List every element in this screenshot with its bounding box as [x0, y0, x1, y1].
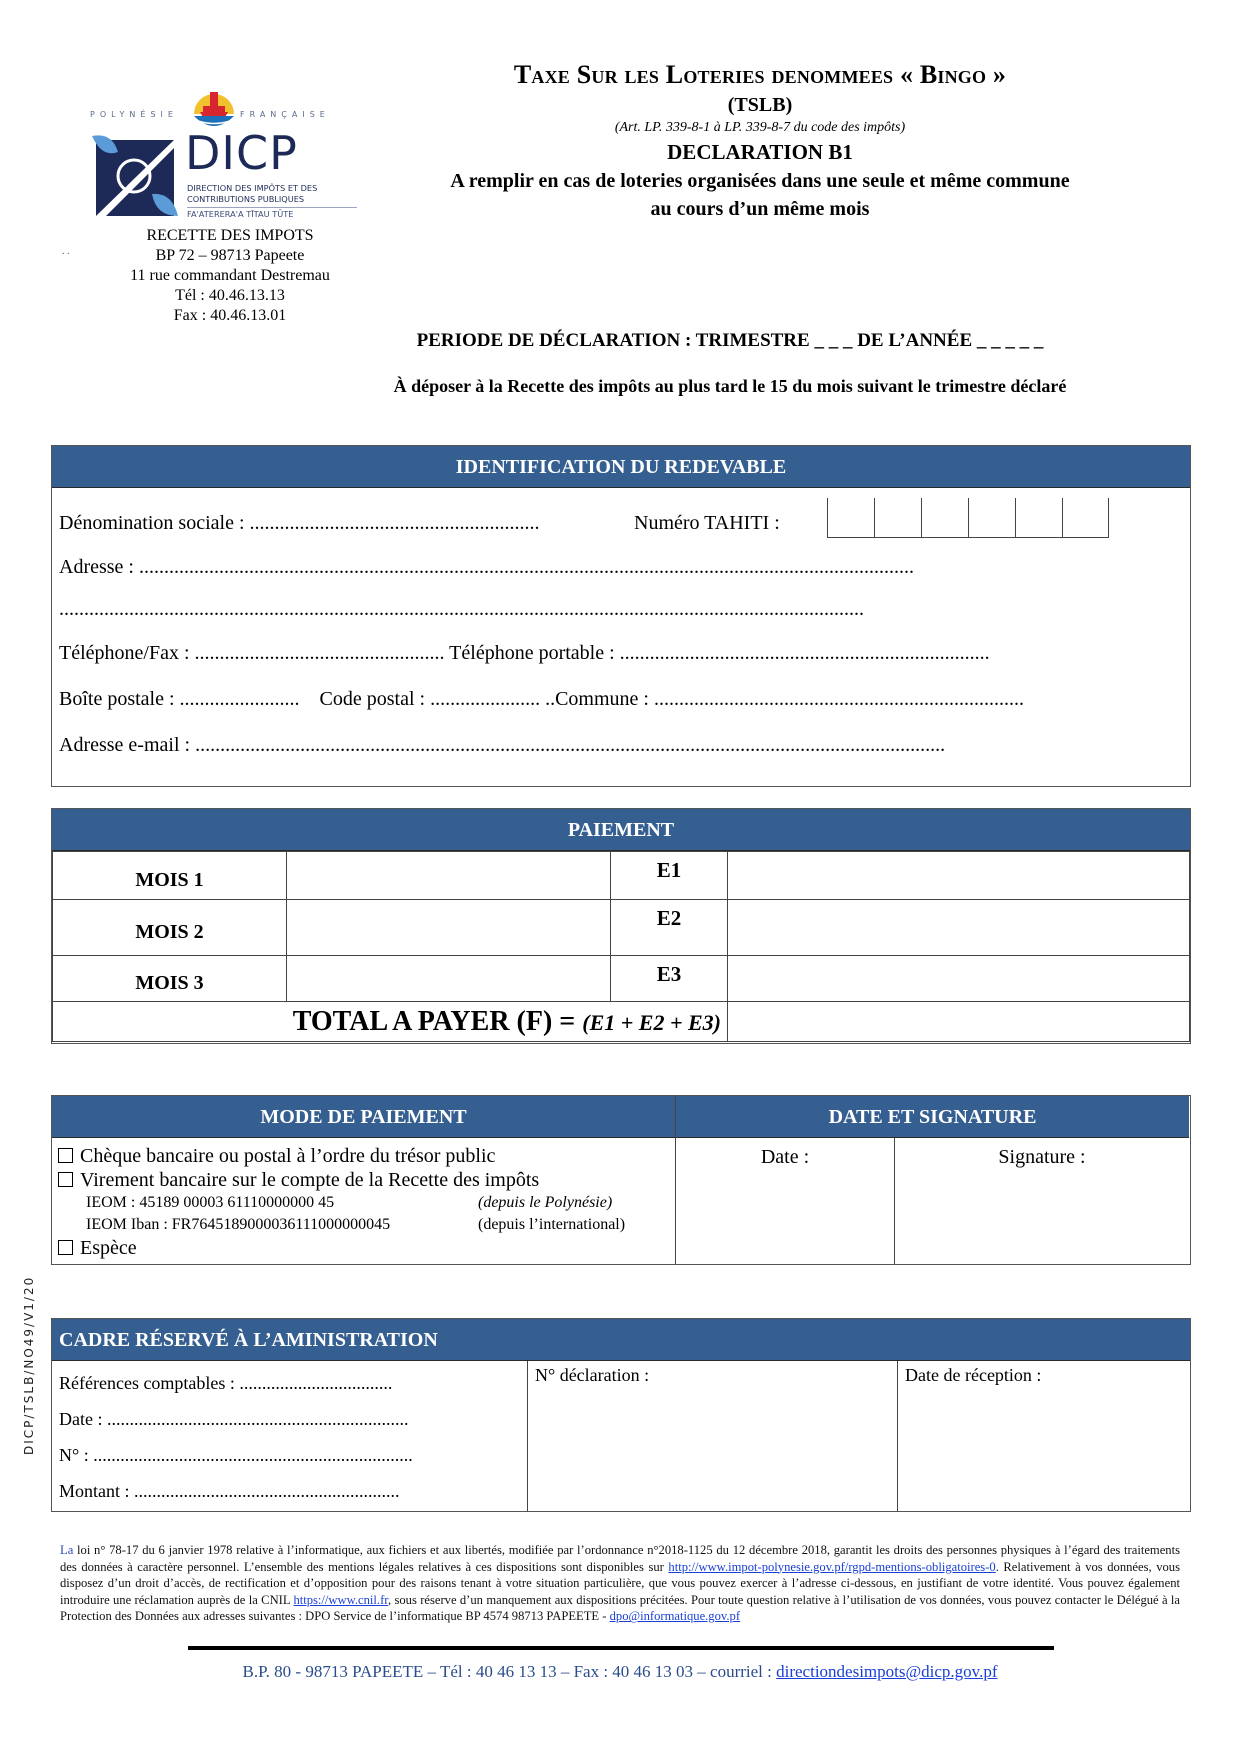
bp-label: Boîte postale :: [59, 688, 175, 710]
e-amount-input[interactable]: [728, 900, 1190, 956]
reception-date-cell[interactable]: [898, 1361, 1190, 1511]
paiement-row: [53, 852, 1190, 900]
portable-label: Téléphone portable :: [449, 642, 615, 664]
tahiti-digit-box[interactable]: [921, 498, 968, 538]
mode-paiement-options: [52, 1138, 675, 1266]
checkbox-icon[interactable]: [58, 1172, 73, 1187]
dicp-subtitle-line2: CONTRIBUTIONS PUBLIQUES: [187, 194, 305, 204]
tahiti-digit-box[interactable]: [1015, 498, 1062, 538]
ieom-rib-note: (depuis le Polynésie): [478, 1194, 613, 1211]
declaration-period[interactable]: PERIODE DE DÉCLARATION : TRIMESTRE _ _ _ DE L’ANNÉE _ _ _ _ _: [416, 330, 1044, 351]
cnil-link[interactable]: https://www.cnil.fr: [293, 1592, 388, 1607]
recette-tel: Tél : 40.46.13.13: [175, 287, 285, 304]
ieom-iban-row: [58, 1214, 669, 1236]
montant-field[interactable]: [59, 1473, 520, 1509]
form-acronym: (TSLB): [727, 94, 793, 116]
paiement-header: PAIEMENT: [52, 809, 1190, 851]
postal-field[interactable]: [59, 688, 1024, 711]
tahiti-digit-box[interactable]: [827, 498, 874, 538]
mode-paiement-header: MODE DE PAIEMENT: [52, 1096, 675, 1138]
identification-section: [51, 445, 1191, 787]
deadline-notice: À déposer à la Recette des impôts au plus tard le 15 du mois suivant le trimestre déclaré: [393, 376, 1067, 396]
paiement-section: [51, 808, 1191, 1044]
tahiti-number-label: Numéro TAHITI :: [634, 512, 780, 534]
mois-amount-input[interactable]: [287, 852, 611, 900]
admin-date-label: Date :: [59, 1409, 103, 1429]
option-cheque[interactable]: [58, 1144, 669, 1168]
footer-divider: [188, 1646, 1054, 1650]
total-label: [53, 1002, 728, 1042]
mode-paiement-column: [52, 1096, 676, 1264]
admin-date-input[interactable]: ...................................................................: [106, 1409, 409, 1429]
contact-footer: [190, 1662, 1050, 1682]
dicp-subtitle: [187, 183, 357, 220]
declaration-number-label: N° déclaration :: [535, 1365, 650, 1385]
adresse-field[interactable]: [59, 556, 914, 579]
administration-fields: [52, 1361, 528, 1511]
ieom-rib-row: [58, 1192, 669, 1214]
admin-num-input[interactable]: .......................................................................: [93, 1445, 413, 1465]
total-label-text: TOTAL A PAYER (F) =: [292, 1005, 576, 1037]
email-label: Adresse e-mail :: [59, 734, 191, 756]
total-row: [53, 1002, 1190, 1042]
option-espece-label: Espèce: [80, 1237, 137, 1259]
document-reference: DICP/TSLB/NO49/V1/20: [22, 1275, 36, 1455]
e-amount-input[interactable]: [728, 852, 1190, 900]
recette-street: 11 rue commandant Destremau: [130, 267, 330, 284]
tahiti-number-input[interactable]: [827, 498, 1109, 538]
ieom-rib: IEOM : 45189 00003 61110000000 45: [86, 1194, 335, 1211]
administration-cells: [52, 1361, 1190, 1511]
montant-input[interactable]: ...........................................................: [134, 1481, 400, 1501]
legal-text-3: , sous réserve d’un manquement aux dispositions précitées. Pour toute question relative à l’utilisation de vos données, vous pouvez contacter le Délégué à la Protection des Données aux adresses suivantes : DPO Service de l’informatique BP 4574 98713 PAPEETE -: [60, 1592, 1180, 1624]
administration-header: CADRE RÉSERVÉ À L’AMINISTRATION: [52, 1319, 1190, 1361]
signature-input[interactable]: [895, 1138, 1189, 1264]
legal-start: La: [60, 1543, 74, 1557]
cp-label: Code postal :: [319, 688, 426, 710]
date-label: Date :: [760, 1146, 810, 1168]
recette-fax: Fax : 40.46.13.01: [173, 307, 287, 324]
legal-notice: [60, 1542, 1180, 1625]
francaise-label: FRANÇAISE: [240, 110, 330, 119]
administration-section: [51, 1318, 1191, 1512]
email-input[interactable]: ......................................................................................................................................................: [195, 734, 946, 756]
refs-field[interactable]: [59, 1365, 520, 1401]
refs-input[interactable]: ..................................: [239, 1373, 393, 1393]
telfax-label: Téléphone/Fax :: [59, 642, 190, 664]
decorative-marks: . .: [62, 246, 70, 257]
contact-text: B.P. 80 - 98713 PAPEETE – Tél : 40 46 13 13 – Fax : 40 46 13 03 – courriel :: [242, 1662, 777, 1681]
commune-label: ..Commune :: [545, 688, 649, 710]
declaration-number-cell[interactable]: [528, 1361, 898, 1511]
admin-num-field[interactable]: [59, 1437, 520, 1473]
denomination-label: Dénomination sociale :: [59, 512, 245, 534]
identification-header: IDENTIFICATION DU REDEVABLE: [52, 446, 1190, 488]
e-amount-input[interactable]: [728, 956, 1190, 1002]
mode-date-section: [51, 1095, 1191, 1265]
paiement-table: [52, 851, 1190, 1042]
adresse-input[interactable]: ...........................................................................................................................................................: [138, 556, 914, 578]
adresse-line2-input[interactable]: .................................................................................................................................................................: [59, 598, 864, 620]
date-input[interactable]: [676, 1138, 895, 1264]
cp-input[interactable]: ......................: [430, 688, 541, 710]
form-title: Taxe Sur les Loteries denommees « Bingo »: [513, 60, 1007, 89]
email-field[interactable]: [59, 734, 945, 757]
form-articles: (Art. LP. 339-8-1 à LP. 339-8-7 du code des impôts): [614, 120, 906, 135]
bp-input[interactable]: ........................: [179, 688, 300, 710]
option-espece[interactable]: [58, 1236, 669, 1260]
admin-num-label: N° :: [59, 1445, 89, 1465]
option-virement[interactable]: [58, 1168, 669, 1192]
date-signature-cells: [676, 1138, 1189, 1264]
signature-label: Signature :: [998, 1146, 1086, 1168]
legal-text-2: . Relativement à vos données, vous disposez d’un droit d’accès, de rectification et d’opposition pour des raisons tenant à votre situation particulière, que vous pouvez exercer à l’adresse ci-dessous, en justifiant de votre identité. Vous pouvez également introduire une réclamation auprès de la CNIL: [60, 1559, 1181, 1607]
total-formula: (E1 + E2 + E3): [582, 1009, 721, 1035]
checkbox-icon[interactable]: [58, 1148, 73, 1163]
ieom-iban: IEOM Iban : FR7645189000036111000000045: [86, 1216, 391, 1233]
mois-label: MOIS 1: [53, 852, 287, 900]
form-instructions-line1: A remplir en cas de loteries organisées dans une seule et même commune: [450, 170, 1070, 192]
dicp-subtitle-line1: DIRECTION DES IMPÔTS ET DES: [187, 183, 318, 193]
e-label: E1: [611, 852, 728, 900]
date-signature-header: DATE ET SIGNATURE: [676, 1096, 1189, 1138]
denomination-field[interactable]: [59, 512, 540, 535]
option-virement-label: Virement bancaire sur le compte de la Recette des impôts: [80, 1169, 540, 1191]
form-instructions-line2: au cours d’un même mois: [650, 198, 870, 220]
admin-date-field[interactable]: [59, 1401, 520, 1437]
dicp-subtitle-tahitian: FA'ATERERA'A TĪTAU TŪTE: [187, 207, 357, 220]
tahiti-digit-box[interactable]: [874, 498, 921, 538]
mois-label: MOIS 2: [53, 900, 287, 956]
ieom-iban-note: (depuis l’international): [478, 1216, 626, 1233]
refs-label: Références comptables :: [59, 1373, 235, 1393]
dicp-acronym: DICP: [185, 126, 298, 180]
dpo-email-link[interactable]: dpo@informatique.gov.pf: [609, 1609, 741, 1624]
e-label: E3: [611, 956, 728, 1002]
montant-label: Montant :: [59, 1481, 130, 1501]
telfax-field[interactable]: [59, 642, 990, 665]
telfax-input[interactable]: ..................................................: [194, 642, 445, 664]
adresse-line2-field[interactable]: [59, 598, 864, 621]
legal-text-1: loi n° 78-17 du 6 janvier 1978 relative à l’informatique, aux fichiers et aux libertés, modifiée par l’ordonnance n°2018-1125 du 12 décembre 2018, garantit les droits des personnes physiques à l’égard des traitements des données à caractère personnel. L’ensemble des mentions légales relatives à ces dispositions sont disponibles sur: [60, 1543, 1180, 1574]
paiement-row: [53, 900, 1190, 956]
portable-input[interactable]: ..........................................................................: [619, 642, 990, 664]
contact-email-link[interactable]: directiondesimpots@dicp.gov.pf: [776, 1662, 998, 1681]
dicp-mark-icon: [90, 132, 182, 218]
mois-label: MOIS 3: [53, 956, 287, 1002]
date-signature-column: [676, 1096, 1189, 1264]
denomination-input[interactable]: ..........................................................: [249, 512, 540, 534]
tahiti-digit-box[interactable]: [1062, 498, 1109, 538]
recette-address: [100, 226, 360, 326]
commune-input[interactable]: ..........................................................................: [653, 688, 1024, 710]
checkbox-icon[interactable]: [58, 1240, 73, 1255]
tahiti-digit-box[interactable]: [968, 498, 1015, 538]
total-amount-input[interactable]: [728, 1002, 1190, 1042]
paiement-row: [53, 956, 1190, 1002]
mois-amount-input[interactable]: [287, 956, 611, 1002]
rgpd-link[interactable]: http://www.impot-polynesie.gov.pf/rgpd-mentions-obligatoires-0: [668, 1559, 996, 1574]
form-title-block: [380, 58, 1140, 222]
recette-name: RECETTE DES IMPOTS: [146, 227, 314, 244]
e-label: E2: [611, 900, 728, 956]
recette-bp: BP 72 – 98713 Papeete: [155, 247, 305, 264]
option-cheque-label: Chèque bancaire ou postal à l’ordre du trésor public: [80, 1145, 496, 1167]
reception-date-label: Date de réception :: [905, 1365, 1042, 1385]
polynesie-label: POLYNÉSIE: [90, 110, 178, 119]
adresse-label: Adresse :: [59, 556, 134, 578]
form-declaration-type: DECLARATION B1: [667, 140, 853, 164]
mois-amount-input[interactable]: [287, 900, 611, 956]
